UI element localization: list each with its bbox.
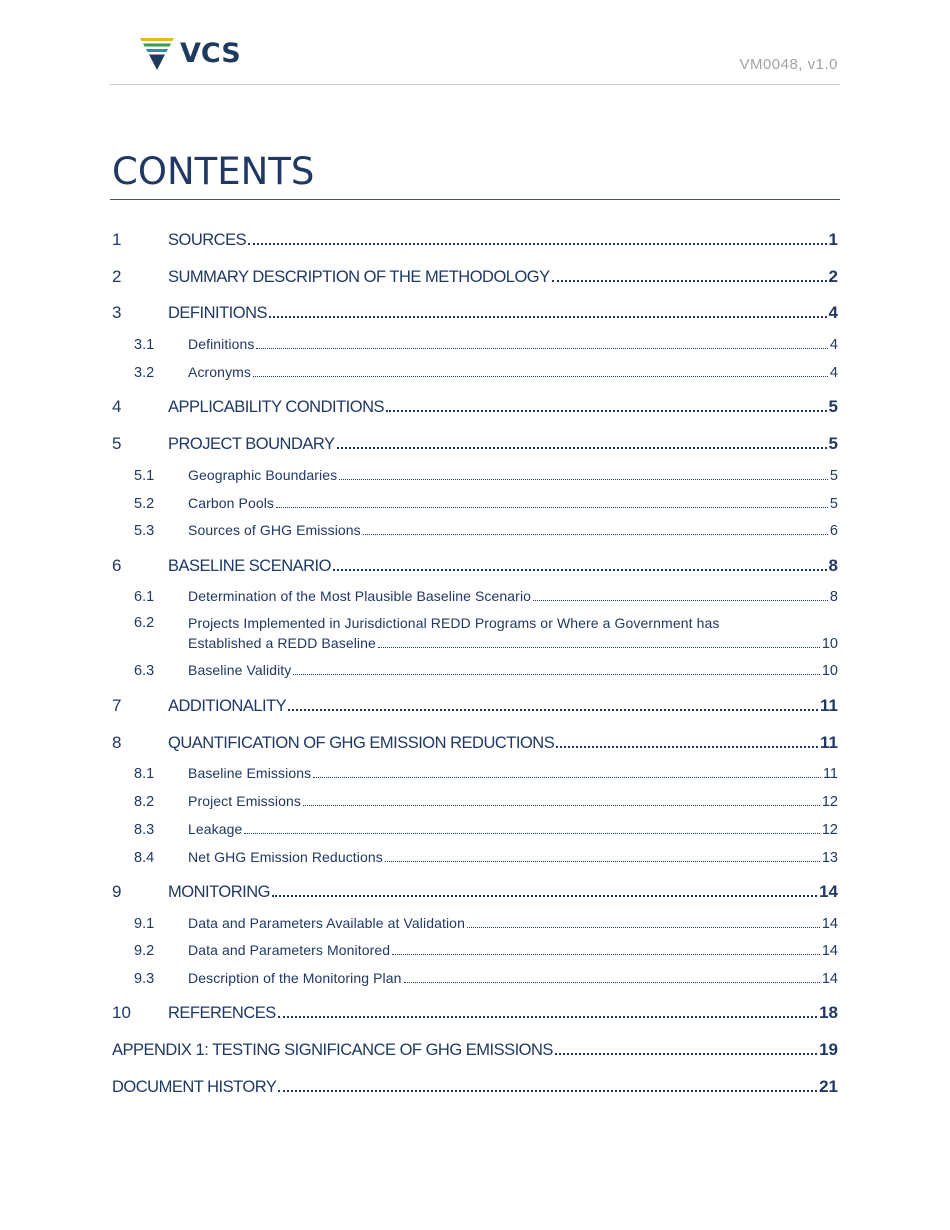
toc-title: Baseline Validity bbox=[188, 662, 292, 678]
toc-number: 4 bbox=[112, 397, 122, 416]
toc-entry-5-2[interactable] bbox=[112, 495, 838, 512]
toc-title: Sources of GHG Emissions bbox=[188, 522, 361, 538]
toc-title: DEFINITIONS bbox=[168, 304, 268, 322]
toc-number: 1 bbox=[112, 230, 122, 249]
toc-entry-8-4[interactable] bbox=[112, 849, 838, 866]
toc-number: 10 bbox=[112, 1003, 131, 1022]
dot-leader bbox=[552, 280, 827, 282]
toc-number: 6.1 bbox=[134, 589, 155, 605]
toc-page-number: 8 bbox=[829, 589, 838, 605]
toc-number: 6.2 bbox=[134, 615, 155, 631]
toc-entry-appendix-1[interactable] bbox=[112, 1040, 838, 1060]
toc-number: 7 bbox=[112, 696, 122, 715]
toc-entry-7[interactable] bbox=[112, 696, 838, 716]
toc-title: SUMMARY DESCRIPTION OF THE METHODOLOGY bbox=[168, 268, 550, 286]
toc-title: QUANTIFICATION OF GHG EMISSION REDUCTIONS bbox=[168, 734, 555, 752]
toc-entry-3-1[interactable] bbox=[112, 336, 838, 353]
toc-page-number: 14 bbox=[819, 882, 838, 901]
toc-number: 6.3 bbox=[134, 663, 155, 679]
vcs-logo bbox=[140, 38, 241, 70]
toc-entry-6-2[interactable] bbox=[112, 615, 838, 655]
toc-title: SOURCES bbox=[168, 231, 247, 249]
toc-page-number: 18 bbox=[819, 1003, 838, 1022]
dot-leader bbox=[556, 746, 818, 748]
toc-title: Definitions bbox=[188, 336, 255, 352]
dot-leader bbox=[272, 895, 817, 897]
toc-entry-6[interactable] bbox=[112, 556, 838, 576]
dot-leader bbox=[293, 674, 819, 675]
dot-leader bbox=[276, 507, 828, 508]
toc-number: 8.4 bbox=[134, 850, 155, 866]
vcs-chevron-icon bbox=[140, 38, 174, 70]
toc-page-number: 5 bbox=[828, 434, 838, 453]
toc-number: 8.2 bbox=[134, 794, 155, 810]
toc-entry-1[interactable] bbox=[112, 230, 838, 250]
toc-title: Data and Parameters Monitored bbox=[188, 942, 391, 958]
toc-title: MONITORING bbox=[168, 883, 270, 901]
dot-leader bbox=[363, 534, 828, 535]
dot-leader bbox=[303, 805, 820, 806]
toc-page-number: 11 bbox=[820, 696, 838, 715]
toc-entry-9-3[interactable] bbox=[112, 970, 838, 987]
toc-title: Project Emissions bbox=[188, 793, 301, 809]
toc-title: Data and Parameters Available at Validation bbox=[188, 915, 465, 931]
toc-entry-6-3[interactable] bbox=[112, 662, 838, 679]
toc-page-number: 19 bbox=[819, 1040, 838, 1059]
dot-leader bbox=[256, 348, 827, 349]
toc-entry-5-3[interactable] bbox=[112, 522, 838, 539]
dot-leader bbox=[378, 647, 820, 648]
dot-leader bbox=[533, 600, 828, 601]
toc-title: Carbon Pools bbox=[188, 495, 275, 511]
document-code: VM0048, v1.0 bbox=[739, 56, 838, 73]
toc-title-line-1: Projects Implemented in Jurisdictional REDD Programs or Where a Government has bbox=[188, 615, 720, 631]
toc-title: Geographic Boundaries bbox=[188, 467, 338, 483]
page-header bbox=[110, 36, 840, 85]
toc-entry-8-3[interactable] bbox=[112, 821, 838, 838]
toc-page-number: 14 bbox=[821, 943, 838, 959]
toc-page-number: 5 bbox=[829, 468, 838, 484]
dot-leader bbox=[288, 709, 818, 711]
title-divider bbox=[110, 199, 840, 200]
toc-entry-9[interactable] bbox=[112, 882, 838, 902]
toc-page-number: 8 bbox=[828, 556, 838, 575]
dot-leader bbox=[253, 376, 828, 377]
toc-entry-9-2[interactable] bbox=[112, 942, 838, 959]
toc-entry-8-2[interactable] bbox=[112, 793, 838, 810]
toc-title-line-2: Established a REDD Baseline bbox=[188, 635, 376, 651]
toc-number: 8 bbox=[112, 733, 122, 752]
toc-title: Baseline Emissions bbox=[188, 765, 312, 781]
toc-entry-8-1[interactable] bbox=[112, 765, 838, 782]
dot-leader bbox=[248, 243, 826, 245]
toc-title-line-2-row bbox=[188, 635, 838, 652]
dot-leader bbox=[337, 447, 827, 449]
toc-number: 9 bbox=[112, 882, 122, 901]
toc-title: Acronyms bbox=[188, 364, 252, 380]
toc-page-number: 21 bbox=[819, 1077, 838, 1096]
toc-entry-5-1[interactable] bbox=[112, 467, 838, 484]
toc-number: 3.1 bbox=[134, 337, 155, 353]
toc-title: REFERENCES bbox=[168, 1004, 276, 1022]
toc-number: 8.3 bbox=[134, 822, 155, 838]
dot-leader bbox=[339, 479, 828, 480]
toc-page-number: 12 bbox=[821, 794, 838, 810]
toc-title: APPENDIX 1: TESTING SIGNIFICANCE OF GHG EMISSIONS bbox=[112, 1041, 553, 1059]
toc-number: 9.2 bbox=[134, 943, 155, 959]
toc-title: Determination of the Most Plausible Baseline Scenario bbox=[188, 588, 532, 604]
toc-number: 5.3 bbox=[134, 523, 155, 539]
dot-leader bbox=[333, 569, 827, 571]
toc-title: Net GHG Emission Reductions bbox=[188, 849, 383, 865]
dot-leader bbox=[392, 954, 820, 955]
toc-page-number: 4 bbox=[829, 337, 838, 353]
page-title: CONTENTS bbox=[112, 150, 315, 193]
toc-page-number: 11 bbox=[822, 766, 838, 782]
toc-page-number: 13 bbox=[821, 850, 838, 866]
toc-page-number: 1 bbox=[828, 230, 838, 249]
toc-entry-3[interactable] bbox=[112, 303, 838, 323]
toc-title: PROJECT BOUNDARY bbox=[168, 435, 335, 453]
toc-entry-document-history[interactable] bbox=[112, 1077, 838, 1097]
toc-entry-4[interactable] bbox=[112, 397, 838, 417]
toc-title: ADDITIONALITY bbox=[168, 697, 287, 715]
toc-entry-10[interactable] bbox=[112, 1003, 838, 1023]
toc-page-number: 6 bbox=[829, 523, 838, 539]
toc-number: 8.1 bbox=[134, 766, 155, 782]
dot-leader bbox=[278, 1090, 817, 1092]
toc-title: Description of the Monitoring Plan bbox=[188, 970, 402, 986]
dot-leader bbox=[244, 833, 819, 834]
toc-page-number: 2 bbox=[828, 267, 838, 286]
toc-number: 9.1 bbox=[134, 916, 155, 932]
toc-number: 5 bbox=[112, 434, 122, 453]
toc-title: APPLICABILITY CONDITIONS bbox=[168, 398, 385, 416]
toc-page-number: 10 bbox=[821, 636, 838, 652]
dot-leader bbox=[386, 410, 827, 412]
toc-page-number: 14 bbox=[821, 971, 838, 987]
toc-page-number: 5 bbox=[828, 397, 838, 416]
toc-entry-2[interactable] bbox=[112, 267, 838, 287]
toc-page-number: 11 bbox=[820, 733, 838, 752]
dot-leader bbox=[555, 1053, 817, 1055]
toc-page-number: 4 bbox=[828, 303, 838, 322]
dot-leader bbox=[385, 861, 820, 862]
toc-number: 3 bbox=[112, 303, 122, 322]
toc-entry-9-1[interactable] bbox=[112, 915, 838, 932]
toc-entry-6-1[interactable] bbox=[112, 588, 838, 605]
toc-page-number: 12 bbox=[821, 822, 838, 838]
toc-entry-5[interactable] bbox=[112, 434, 838, 454]
toc-number: 5.2 bbox=[134, 496, 155, 512]
toc-number: 5.1 bbox=[134, 468, 155, 484]
toc-number: 2 bbox=[112, 267, 122, 286]
toc-page-number: 5 bbox=[829, 496, 838, 512]
toc-entry-3-2[interactable] bbox=[112, 364, 838, 381]
toc-number: 9.3 bbox=[134, 971, 155, 987]
dot-leader bbox=[467, 927, 820, 928]
dot-leader bbox=[313, 777, 821, 778]
toc-title: DOCUMENT HISTORY bbox=[112, 1078, 277, 1096]
dot-leader bbox=[269, 316, 827, 318]
toc-entry-8[interactable] bbox=[112, 733, 838, 753]
dot-leader bbox=[278, 1016, 817, 1018]
toc-title: BASELINE SCENARIO bbox=[168, 557, 331, 575]
toc-title: Leakage bbox=[188, 821, 243, 837]
logo-text: VCS bbox=[180, 38, 241, 69]
toc-page-number: 10 bbox=[821, 663, 838, 679]
toc-number: 3.2 bbox=[134, 365, 155, 381]
toc-page-number: 4 bbox=[829, 365, 838, 381]
dot-leader bbox=[404, 982, 820, 983]
toc-number: 6 bbox=[112, 556, 122, 575]
toc-page-number: 14 bbox=[821, 916, 838, 932]
